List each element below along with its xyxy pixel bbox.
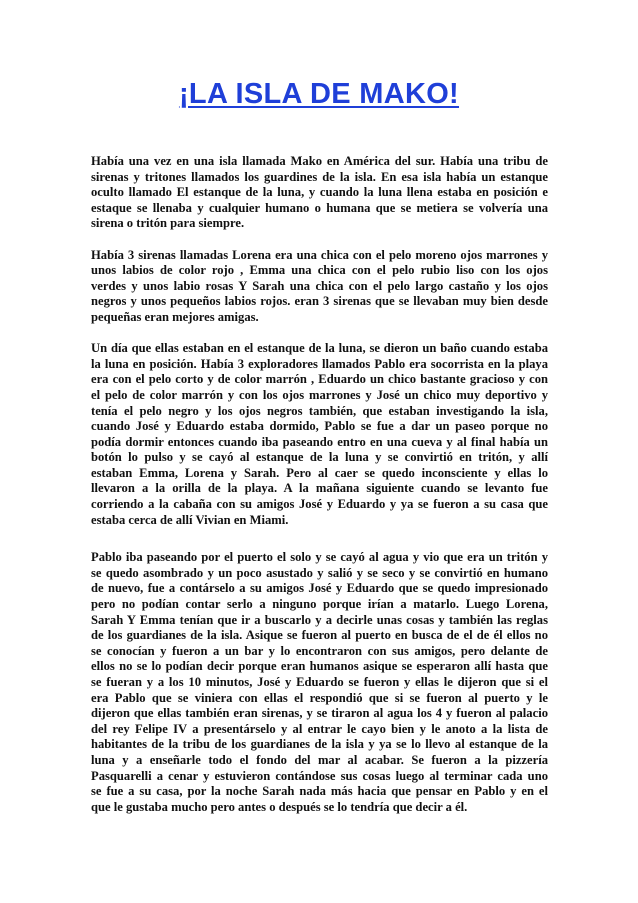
- text-line: pequeñas eran mejores amigas.: [91, 309, 259, 324]
- text-line: sirenas y tritones llamados los guardines de la isla. En esa isla había un estanque: [91, 169, 548, 184]
- text-line: Pasquarelli a cenar y estuvieron contándose sus cosas luego al terminar cada uno: [91, 768, 548, 783]
- text-line: Sarah Y Emma tenían que ir a buscarlo y a decirle unas cosas y también las reglas: [91, 612, 548, 627]
- text-line: tenía el pelo negro y los ojos negros también, que estaban investigando la isla,: [91, 403, 548, 418]
- text-line: dijeron que ellas también eran sirenas, y se tiraron al agua los 4 y fueron al palacio: [91, 706, 548, 721]
- text-line: se conocían y fueron a un bar y lo encontraron con sus amigos, pero delante de: [91, 643, 548, 658]
- text-line: se fueran y a los 10 minutos, José y Eduardo se fueron y ellas le dijeron que si el: [91, 675, 548, 689]
- text-line: podía dormir entonces cuando iba paseando entro en una cueva y al final había un: [91, 434, 548, 449]
- text-line: era Pablo que se viniera con ellas el respondió que si se fueron al puerto y le: [91, 690, 548, 705]
- text-line: ellos no se lo podían decir porque eran humanos asique se esperaron allí hasta que: [91, 659, 548, 674]
- text-line: de los guardianes de la isla. Asique se fueron al puerto en busca de el de él ellos no: [91, 628, 548, 643]
- text-line: cuando José y Eduardo estaba dormido, Pablo se fue a dar un paseo porque no: [91, 419, 548, 434]
- text-line: estaban Emma, Lorena y Sarah. Pero al caer se quedo inconsciente y ellas lo: [91, 465, 548, 480]
- text-line: la luna en posición. Había 3 exploradores llamados Pablo era socorrista en la playa: [91, 356, 548, 371]
- text-line: pero no podían contar serlo a ninguno porque irían a matarlo. Luego Lorena,: [91, 597, 548, 612]
- document-title: ¡LA ISLA DE MAKO!: [178, 78, 460, 110]
- text-line: botón lo pulso y se cayó al estanque de la luna y se convirtió en tritón, y allí: [91, 450, 548, 465]
- text-line: del rey Felipe IV a presentárselo y al entrar le cayo bien y le anoto a la lista de: [91, 721, 548, 736]
- text-line: negros y unos pequeños labios rojos. eran 3 sirenas que se llevaban muy bien desde: [91, 294, 548, 309]
- text-line: habitantes de la tribu de los guardianes de la isla y ya se lo llevo al estanque de la: [91, 737, 548, 752]
- text-line: estaque se llenaba y cualquier humano o humana que se metiera se volvería una: [91, 200, 548, 215]
- text-line: era con el pelo corto y de color marrón , Eduardo un chico bastante gracioso y con: [91, 372, 548, 387]
- text-line: Pablo iba paseando por el puerto el solo y se cayó al agua y vio que era un tritón y: [91, 550, 548, 565]
- paragraph: [91, 154, 548, 232]
- paragraph: [91, 248, 548, 326]
- text-line: luna y a enseñarle todo el fondo del mar al acabar. Se fueron a la pizzería: [91, 752, 548, 767]
- paragraph: [91, 341, 548, 528]
- document-body: [91, 154, 548, 831]
- text-line: Un día que ellas estaban en el estanque de la luna, se dieron un baño cuando estaba: [91, 341, 548, 356]
- text-line: el pelo de color marrón y con los ojos marrones y José un chico muy deportivo y: [91, 387, 548, 402]
- text-line: llevaron a la orilla de la playa. A la mañana siguiente cuando se levanto fue: [91, 481, 548, 496]
- text-line: se fue a su casa, por la noche Sarah nada más hacia que pensar en Pablo y en el: [91, 784, 548, 799]
- text-line: que le gustaba mucho pero antes o después se lo tendría que decir a él.: [91, 799, 468, 814]
- text-line: Había 3 sirenas llamadas Lorena era una chica con el pelo moreno ojos marrones y: [91, 247, 548, 262]
- text-line: sirena o tritón para siempre.: [91, 216, 245, 231]
- text-line: estaba cerca de allí Vivian en Miami.: [91, 512, 289, 527]
- paragraph: [91, 550, 548, 815]
- text-line: corriendo a la cabaña con su amigos José y Eduardo y ya se fueron a su casa que: [91, 497, 548, 512]
- text-line: verdes y unos labio rosas Y Sarah una chica con el pelo largo castaño y los ojos: [91, 278, 548, 293]
- text-line: oculto llamado El estanque de la luna, y cuando la luna llena estaba en posición e: [91, 185, 548, 200]
- text-line: de nuevo, fue a contárselo a su amigos José y Eduardo que se quedo impresionado: [91, 581, 548, 596]
- text-line: Había una vez en una isla llamada Mako en América del sur. Había una tribu de: [91, 154, 548, 168]
- text-line: se quedo asombrado y un poco asustado y salió y se seco y se convirtió en humano: [91, 565, 548, 580]
- text-line: unos labios de color rojo , Emma una chica con el pelo rubio liso con los ojos: [91, 263, 548, 278]
